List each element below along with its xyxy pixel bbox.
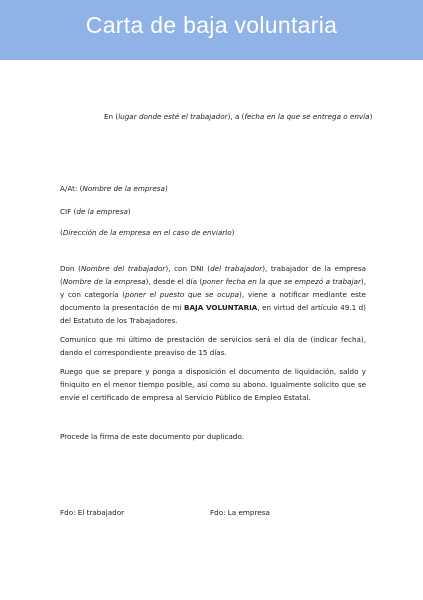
body-paragraph-3: Ruego que se prepare y ponga a disposición el documento de liquidación, saldo y finiquito en el menor tiempo posible, así como su abono. Igualmente solicito que se envíe el certificado de empresa al Servicio Público de Empleo Estatal. xyxy=(60,367,366,402)
body-paragraph-4: Procede la firma de este documento por duplicado. xyxy=(60,432,245,441)
body-paragraph-1: Don (Nombre del trabajador), con DNI (del trabajador), trabajador de la empresa (Nombre de la empresa), desde el día (poner fecha en la que se empezó a trabajar), y con categoría (poner el puesto que se ocupa), viene a notificar mediante este documento la presentación de mi BAJA VOLUNTARIA, en virtud del artículo 49.1 d) del Estatuto de los Trabajadores. xyxy=(60,264,367,325)
recipient-cif-line: CIF (de la empresa) xyxy=(60,207,131,216)
document-title: Carta de baja voluntaria xyxy=(85,12,338,38)
recipient-address-line: (Dirección de la empresa en el caso de enviarlo) xyxy=(60,228,235,237)
title-banner xyxy=(0,0,423,60)
place-date-line: En (lugar donde esté el trabajador), a (fecha en la que se entrega o envía) xyxy=(104,112,373,121)
signature-company: Fdo: La empresa xyxy=(210,508,270,517)
recipient-name-line: A/At: (Nombre de la empresa) xyxy=(60,184,168,193)
body-paragraph-2: Comunico que mi último de prestación de servicios será el día de (indicar fecha), dando el correspondiente preaviso de 15 días. xyxy=(60,335,366,357)
signature-worker: Fdo: El trabajador xyxy=(60,508,125,517)
